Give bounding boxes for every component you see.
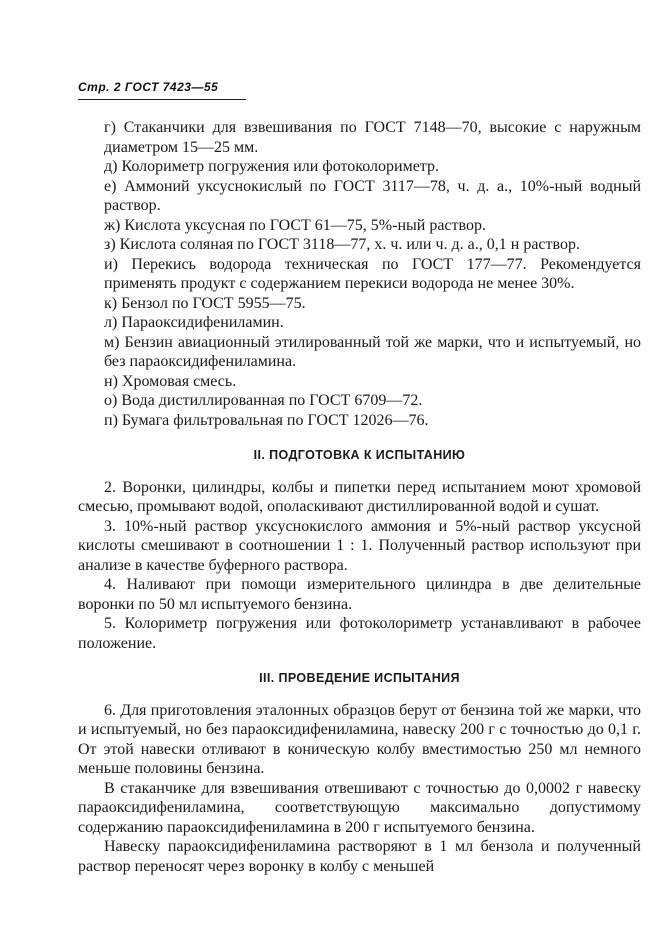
list-item: и) Перекись водорода техническая по ГОСТ 177—77. Рекомендуется применять продукт с содержанием перекиси водорода не менее 30%. <box>104 255 641 292</box>
list-item: л) Параоксидифениламин. <box>104 314 284 331</box>
running-head-rule <box>78 99 246 100</box>
list-item: п) Бумага фильтровальная по ГОСТ 12026—76. <box>104 411 429 429</box>
list-item: к) Бензол по ГОСТ 5955—75. <box>104 294 306 312</box>
paragraph: Навеску параоксидифениламина растворяют в 1 мл бензола и полученный раствор переносят через воронку в колбу с меньшей <box>78 838 641 875</box>
section-heading: II. ПОДГОТОВКА К ИСПЫТАНИЮ <box>253 448 466 462</box>
paragraph: В стаканчике для взвешивания отвешивают с точностью до 0,0002 г навеску параоксидифениламина, соответствующую максимально допустимому содержанию параоксидифениламина в 200 г испытуемого бензина. <box>78 779 641 836</box>
list-item: з) Кислота соляная по ГОСТ 3118—77, х. ч. или ч. д. а., 0,1 н раствор. <box>104 236 580 253</box>
paragraph: 3. 10%-ный раствор уксуснокислого аммония и 5%-ный раствор уксусной кислоты смешивают в соотношении 1 : 1. Полученный раствор используют при анализе в качестве буферного раствора. <box>78 517 641 574</box>
list-item: е) Аммоний уксуснокислый по ГОСТ 3117—78, ч. д. а., 10%-ный водный раствор. <box>104 177 641 214</box>
paragraph: 2. Воронки, цилиндры, колбы и пипетки перед испытанием моют хромовой смесью, промывают водой, ополаскивают дистиллированной водой и сушат. <box>78 478 641 515</box>
paragraph: 4. Наливают при помощи измерительного цилиндра в две делительные воронки по 50 мл испытуемого бензина. <box>78 576 641 613</box>
section-heading: III. ПРОВЕДЕНИЕ ИСПЫТАНИЯ <box>259 671 460 685</box>
list-item: о) Вода дистиллированная по ГОСТ 6709—72. <box>104 392 423 409</box>
list-item: н) Хромовая смесь. <box>104 372 237 390</box>
paragraph: 5. Колориметр погружения или фотоколориметр устанавливают в рабочее положение. <box>78 615 641 652</box>
running-head: Стр. 2 ГОСТ 7423—55 <box>78 80 219 94</box>
list-item: ж) Кислота уксусная по ГОСТ 61—75, 5%-ный раствор. <box>104 216 486 234</box>
list-item: м) Бензин авиационный этилированный той же марки, что и испытуемый, но без параоксидифениламина. <box>104 333 641 370</box>
body-text <box>78 118 641 876</box>
paragraph: 6. Для приготовления эталонных образцов берут от бензина той же марки, что и испытуемый, но без параоксидифениламина, навеску 200 г с точностью до 0,1 г. От этой навески отливают в коническую колбу вместимостью 250 мл немного меньше половины бензина. <box>78 701 641 777</box>
list-item: г) Стаканчики для взвешивания по ГОСТ 7148—70, высокие с наружным диаметром 15—25 мм. <box>104 119 641 156</box>
list-item: д) Колориметр погружения или фотоколориметр. <box>104 158 439 175</box>
